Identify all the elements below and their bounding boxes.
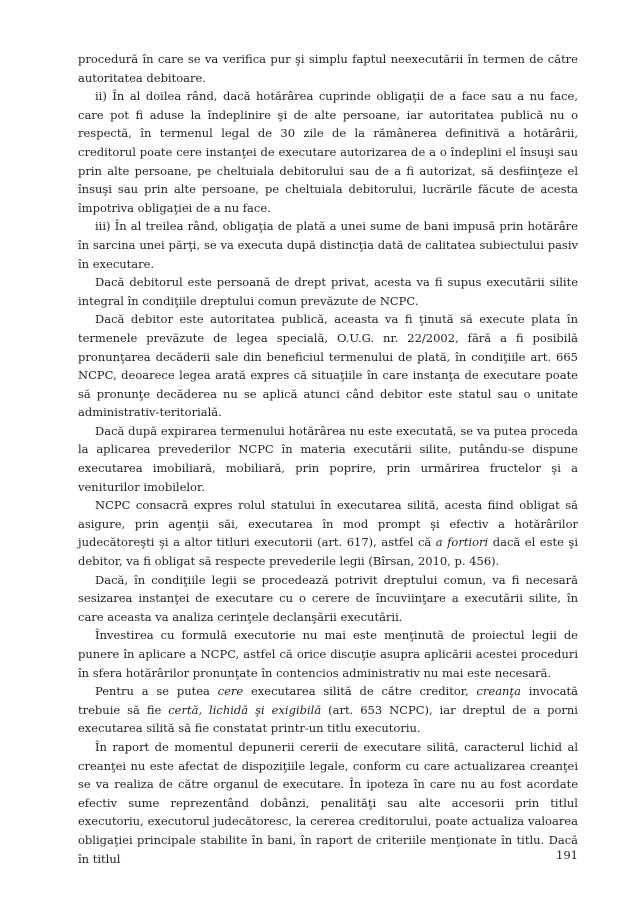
paragraph-text: Dacă, în condiţiile legii se procedează potrivit dreptului comun, va fi necesară sesizarea instanţei de executare cu o cerere de încuviinţare a executării silite, în care aceasta va analiza cerinţele declanşării executării. xyxy=(78,572,578,624)
paragraph xyxy=(78,571,578,627)
paragraph xyxy=(78,422,578,496)
paragraph xyxy=(78,626,578,682)
paragraph-text: Dacă debitorul este persoană de drept privat, acesta va fi supus executării silite integral în condiţiile dreptului comun prevăzute de NCPC. xyxy=(78,275,578,308)
italic-text: creanţa xyxy=(476,684,521,699)
paragraph xyxy=(78,50,578,87)
paragraph xyxy=(78,738,578,868)
paragraph xyxy=(78,496,578,570)
italic-text: a fortiori xyxy=(435,535,489,550)
paragraph-text: Dacă debitor este autoritatea publică, aceasta va fi ţinută să execute plata în termenele prevăzute de legea specială, O.U.G. nr. 22/2002, fără a fi posibilă pronunţarea decăderii sale din beneficiul termenului de plată, în condiţiile art. 665 NCPC, deoarece legea arată expres că situaţiile în care instanţa de executare poate să pronunţe decăderea nu se aplică atunci când debitor este statul sau o unitate administrativ-teritorială. xyxy=(78,312,578,420)
paragraph-text: dacă el este şi debitor, va fi obligat să respecte prevederile legii (Bîrsan, 2010, p. 456). xyxy=(78,535,578,569)
paragraph-text: NCPC consacră expres rolul statului în executarea silită, acesta fiind obligat să asigure, prin agenţii săi, executarea în mod prompt şi efectiv a hotărârilor judecătoreşti şi a altor titluri executorii (art. 617), astfel că xyxy=(78,498,578,550)
page-number: 191 xyxy=(556,848,578,862)
paragraph-text: Pentru a se putea xyxy=(95,684,218,699)
paragraph-text: În raport de momentul depunerii cererii de executare silită, caracterul lichid al creanţei nu este afectat de dispoziţiile legale, conform cu care actualizarea creanţei se va realiza de către organul de executare. În ipoteza în care nu au fost acordate efectiv sume reprezentând dobânzi, penalităţi sau alte accesorii prin titlul executoriu, executorul judecătoresc, la cererea creditorului, poate actualiza valoarea obligaţiei principale stabilite în bani, în raport de criteriile menţionate în titlu. Dacă în titlul xyxy=(78,739,578,866)
paragraph xyxy=(78,682,578,738)
paragraph-text: Dacă după expirarea termenului hotărârea nu este executată, se va putea proceda la aplicarea prevederilor NCPC în materia executării silite, putându-se dispune executarea imobiliară, mobiliară, prin poprire, prin urmărirea fructelor şi a veniturilor imobilelor. xyxy=(78,423,578,494)
paragraph xyxy=(78,310,578,422)
paragraph-text: procedură în care se va verifica pur şi simplu faptul neexecutării în termen de către autoritatea debitoare. xyxy=(78,52,578,85)
paragraph-text: ii) În al doilea rând, dacă hotărârea cuprinde obligaţii de a face sau a nu face, care pot fi aduse la îndeplinire şi de alte persoane, iar autoritatea publică nu o respectă, în termenul legal de 30 zile de la rămânerea definitivă a hotărârii, creditorul poate cere instanţei de executare autorizarea de a o îndeplini el însuşi sau prin alte persoane, pe cheltuiala debitorului sau de a fi autorizat, să desfiinţeze el însuşi sau prin alte persoane, pe cheltuiala debitorului, lucrările făcute de acesta împotriva obligaţiei de a nu face. xyxy=(78,89,578,215)
paragraph xyxy=(78,87,578,217)
italic-text: cere xyxy=(217,684,244,699)
paragraph-text: Învestirea cu formulă executorie nu mai este menţinută de proiectul legii de punere în aplicare a NCPC, astfel că orice discuţie asupra aplicării acestei proceduri în sfera hotărârilor pronunţate în contencios administrativ nu mai este necesară. xyxy=(78,628,578,680)
italic-text: certă, lichidă şi exigibilă xyxy=(168,702,322,717)
paragraph xyxy=(78,273,578,310)
paragraph-text: invocată trebuie să fie xyxy=(78,684,578,717)
paragraph-text: executarea silită de către creditor, xyxy=(243,684,477,699)
page-body xyxy=(78,50,578,868)
paragraph-text: iii) În al treilea rând, obligaţia de plată a unei sume de bani impusă prin hotărâre în sarcina unei părţi, se va executa după distincţia dată de calitatea subiectului pasiv în executare. xyxy=(78,219,578,271)
paragraph xyxy=(78,217,578,273)
paragraph-text: (art. 653 NCPC), iar dreptul de a porni executarea silită să fie constatat printr-un titlu executoriu. xyxy=(78,702,578,736)
